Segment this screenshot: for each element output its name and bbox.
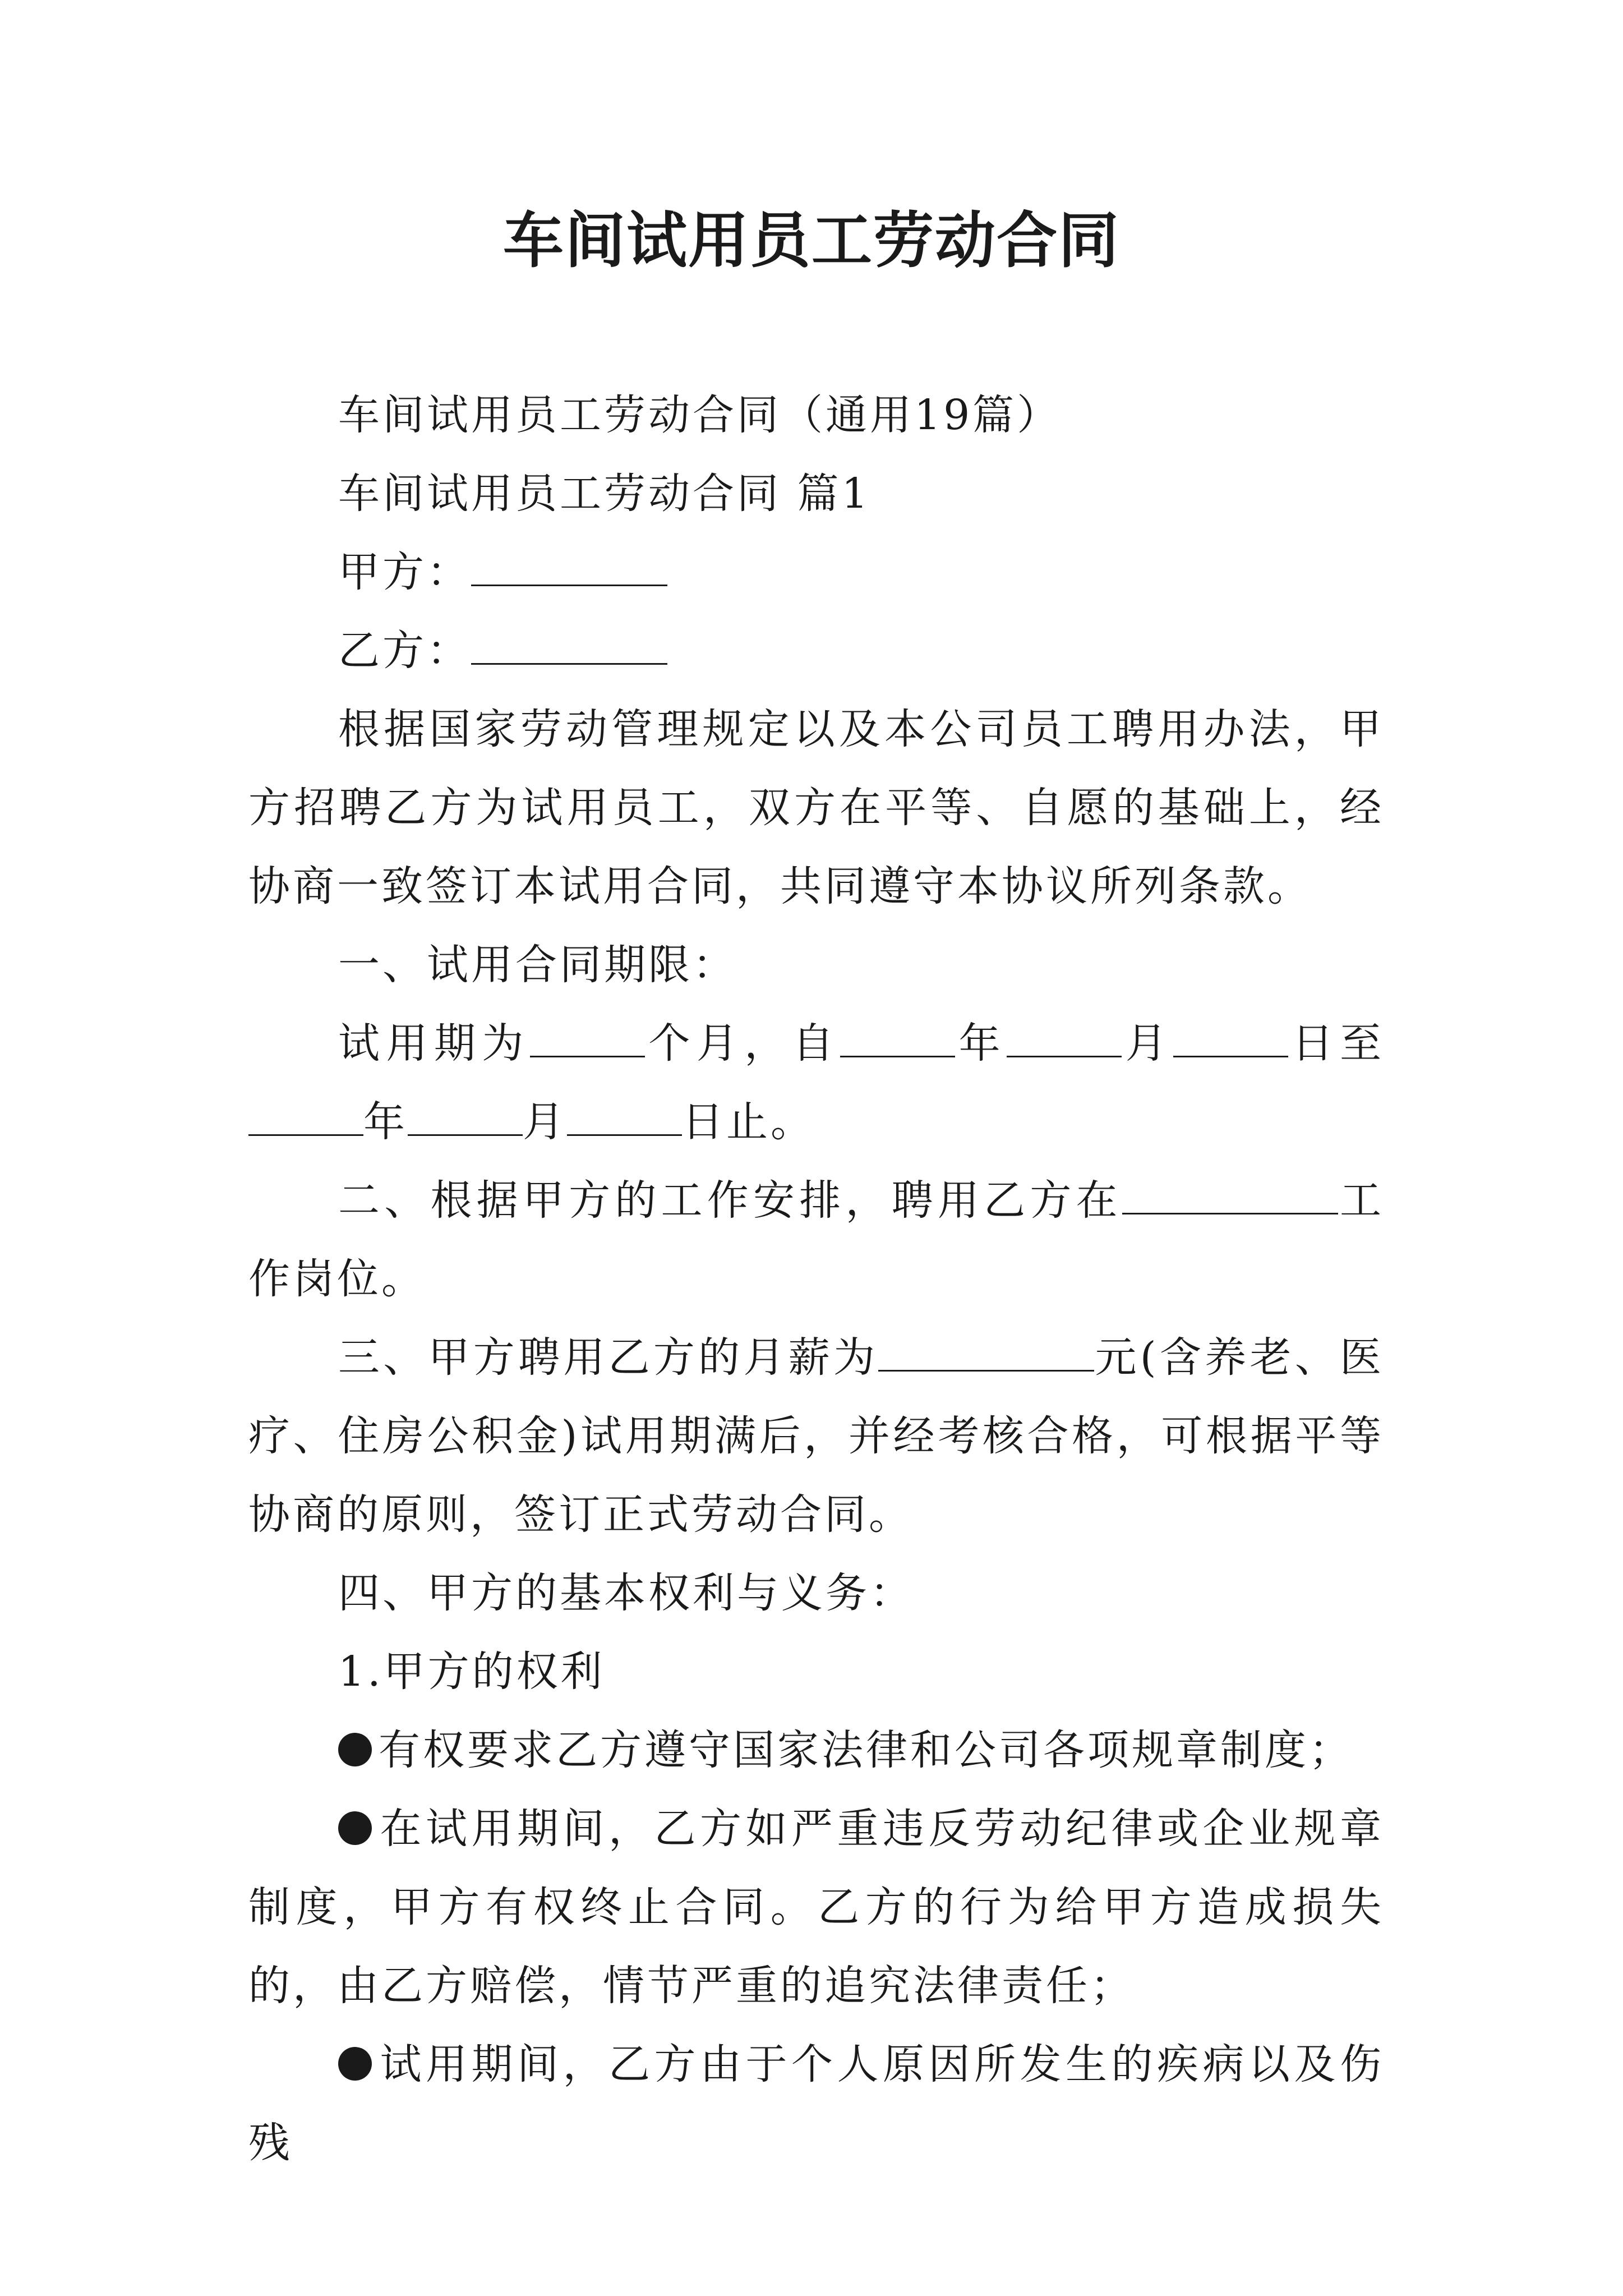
intro-text: 根据国家劳动管理规定以及本公司员工聘用办法，甲方招聘乙方为试用员工，双方在平等、自愿的基础上，经协商一致签订本试用合同，共同遵守本协议所列条款。 — [248, 705, 1384, 910]
party-a-blank[interactable] — [471, 551, 667, 586]
bullet-dot-icon — [338, 1733, 372, 1766]
trial-months-blank[interactable] — [530, 1022, 645, 1057]
salary-blank[interactable] — [878, 1336, 1094, 1372]
intro-paragraph — [248, 690, 1384, 926]
clause-1-heading — [248, 926, 1384, 1004]
clause-1-part-7: 月 — [523, 1098, 567, 1146]
clause-3-before: 三、甲方聘用乙方的月薪为 — [338, 1333, 879, 1382]
start-month-blank[interactable] — [1007, 1022, 1122, 1057]
document-subtitle — [248, 376, 1384, 454]
bullet-item — [248, 1789, 1384, 2025]
party-a-label: 甲方： — [338, 548, 471, 596]
clause-4-subheading — [248, 1632, 1384, 1711]
end-month-blank[interactable] — [408, 1101, 523, 1136]
clause-3 — [248, 1318, 1384, 1554]
start-year-blank[interactable] — [840, 1022, 955, 1057]
clause-1-part-4: 月 — [1122, 1019, 1174, 1068]
clause-1-part-5: 日至 — [1288, 1019, 1385, 1068]
bullet-text: 试用期间，乙方由于个人原因所发生的疾病以及伤残 — [248, 2040, 1384, 2167]
clause-1-heading-text: 一、试用合同期限： — [338, 941, 737, 989]
clause-4-heading-text: 四、甲方的基本权利与义务： — [338, 1569, 914, 1617]
clause-1-part-1: 试用期为 — [338, 1019, 530, 1068]
clause-1-part-2: 个月，自 — [644, 1019, 841, 1068]
bullet-text: 有权要求乙方遵守国家法律和公司各项规章制度； — [379, 1726, 1353, 1774]
bullet-dot-icon — [338, 1811, 372, 1845]
party-a-line — [248, 533, 1384, 611]
end-day-blank[interactable] — [567, 1101, 682, 1136]
clause-1-part-8: 日止。 — [682, 1098, 815, 1146]
bullet-item — [248, 2025, 1384, 2182]
section-heading — [248, 454, 1384, 533]
bullet-item — [248, 1711, 1384, 1789]
party-b-line — [248, 611, 1384, 690]
document-body — [248, 376, 1384, 2182]
subtitle-text: 车间试用员工劳动合同（通用19篇） — [338, 391, 1062, 439]
clause-1-part-3: 年 — [955, 1019, 1007, 1068]
start-day-blank[interactable] — [1173, 1022, 1288, 1057]
clause-2-before: 二、根据甲方的工作安排，聘用乙方在 — [338, 1176, 1122, 1225]
document-title: 车间试用员工劳动合同 — [502, 206, 1120, 276]
bullet-dot-icon — [338, 2047, 372, 2081]
bullet-text: 在试用期间，乙方如严重违反劳动纪律或企业规章制度，甲方有权终止合同。乙方的行为给甲方造成损失的，由乙方赔偿，情节严重的追究法律责任； — [248, 1805, 1384, 2010]
clause-2 — [248, 1161, 1384, 1318]
clause-4-heading — [248, 1554, 1384, 1632]
clause-2-after: 工作岗位。 — [248, 1176, 1385, 1303]
end-year-blank[interactable] — [248, 1101, 363, 1136]
clause-1-part-6: 年 — [363, 1098, 408, 1146]
clause-4-subheading-text: 1.甲方的权利 — [338, 1648, 605, 1696]
party-b-label: 乙方： — [338, 627, 471, 675]
party-b-blank[interactable] — [471, 629, 667, 665]
clause-3-after: 元(含养老、医疗、住房公积金)试用期满后，并经考核合格，可根据平等协商的原则，签订正式劳动合同。 — [248, 1333, 1385, 1539]
position-blank[interactable] — [1122, 1179, 1338, 1214]
clause-1-text — [248, 1004, 1384, 1161]
section-heading-text: 车间试用员工劳动合同 篇1 — [338, 470, 871, 518]
